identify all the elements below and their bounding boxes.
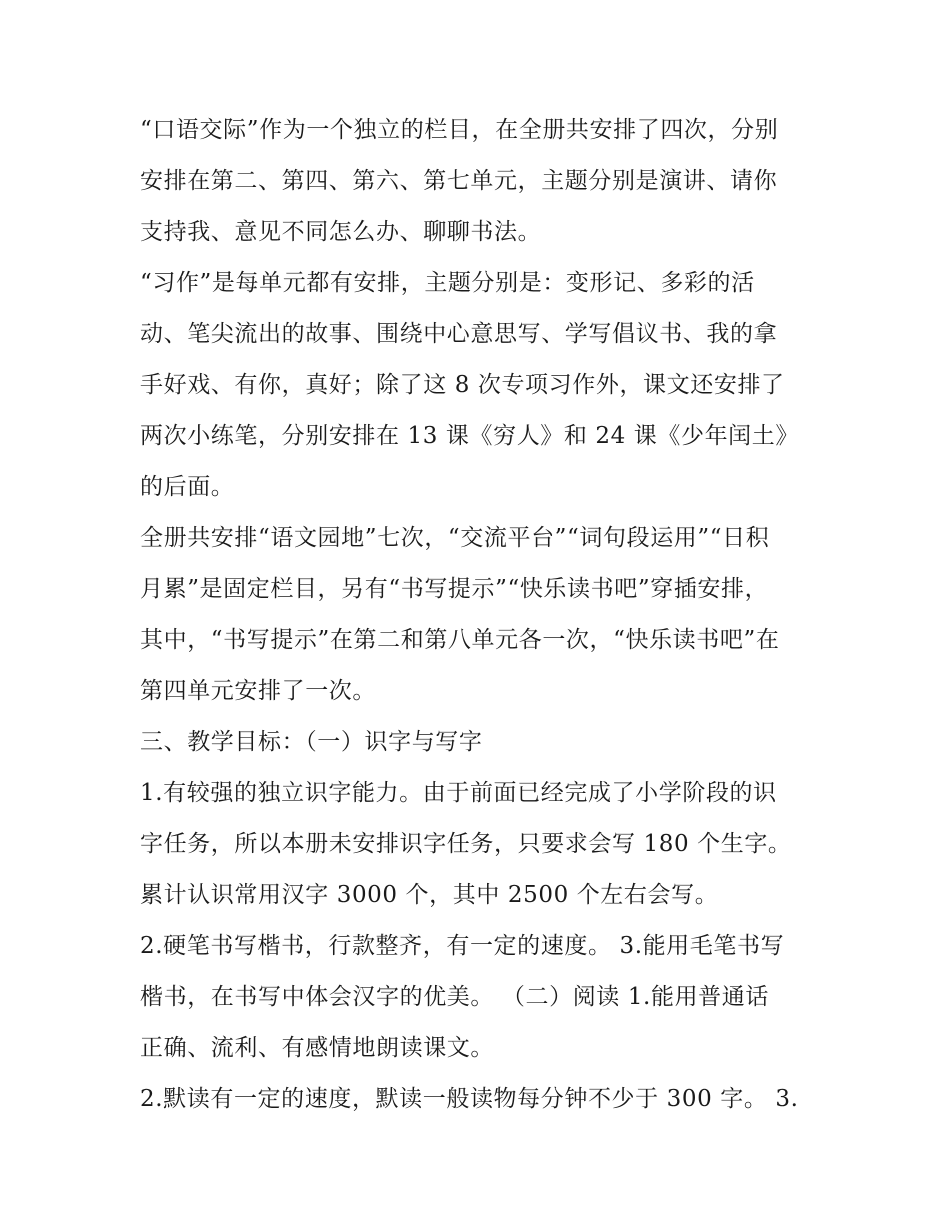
text-line: 第四单元安排了一次。	[140, 678, 376, 704]
section-heading: 三、教学目标：（一）识字与写字	[140, 729, 483, 755]
text-line: 字任务，所以本册未安排识字任务，只要求会写 180 个生字。	[140, 831, 792, 857]
text-line: 1.有较强的独立识字能力。由于前面已经完成了小学阶段的识	[140, 780, 777, 806]
text-line: 楷书，在书写中体会汉字的优美。 （二）阅读 1.能用普通话	[140, 984, 769, 1010]
text-line: 安排在第二、第四、第六、第七单元，主题分别是演讲、请你	[140, 168, 778, 194]
text-line: 全册共安排“语文园地”七次，“交流平台”“词句段运用”“日积	[140, 525, 770, 551]
text-line: “习作”是每单元都有安排，主题分别是：变形记、多彩的活	[140, 270, 755, 296]
text-line: 支持我、意见不同怎么办、聊聊书法。	[140, 219, 542, 245]
text-line: 手好戏、有你，真好；除了这 8 次专项习作外，课文还安排了	[140, 372, 785, 398]
document-body	[140, 105, 820, 1125]
text-line: “口语交际”作为一个独立的栏目，在全册共安排了四次，分别	[140, 117, 779, 143]
text-line: 2.默读有一定的速度，默读一般读物每分钟不少于 300 字。 3.	[140, 1086, 799, 1112]
text-line: 其中，“书写提示”在第二和第八单元各一次，“快乐读书吧”在	[140, 627, 780, 653]
text-line: 2.硬笔书写楷书，行款整齐，有一定的速度。 3.能用毛笔书写	[140, 933, 785, 959]
text-line: 累计认识常用汉字 3000 个，其中 2500 个左右会写。	[140, 882, 719, 908]
text-line: 的后面。	[140, 474, 235, 500]
text-line: 正确、流利、有感情地朗读课文。	[140, 1035, 494, 1061]
text-line: 动、笔尖流出的故事、围绕中心意思写、学写倡议书、我的拿	[140, 321, 778, 347]
text-line: 两次小练笔，分别安排在 13 课《穷人》和 24 课《少年闰土》	[140, 423, 799, 449]
text-line: 月累”是固定栏目，另有“书写提示”“快乐读书吧”穿插安排，	[140, 576, 769, 602]
